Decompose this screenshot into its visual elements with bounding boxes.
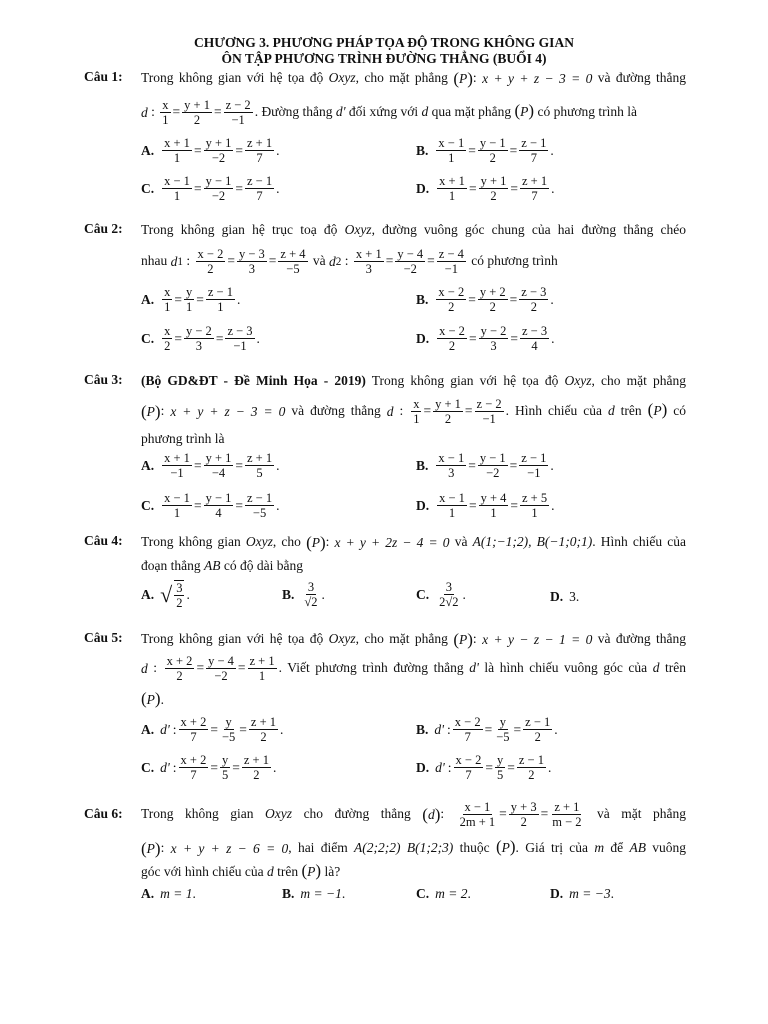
- option-c[interactable]: C. 3 2√2 .: [416, 580, 466, 609]
- option-b[interactable]: B. 3 √2 .: [282, 580, 325, 609]
- option-d[interactable]: D. m = −3 .: [550, 886, 614, 901]
- option-a[interactable]: A. x + 1 −1 = y + 1 −4 = z + 1 5 .: [141, 451, 280, 480]
- option-c[interactable]: C. x 2 = y − 2 3 = z − 3 −1 .: [141, 324, 260, 353]
- option-c[interactable]: C. x − 1 1 = y − 1 4 = z − 1 −5 .: [141, 491, 280, 520]
- question-text: Trong không gian với hệ tọa độ Oxyz, cho mặt phẳng (P): x + y − z − 1 = 0 và đường thẳng: [141, 629, 687, 649]
- option-c[interactable]: C. x − 1 1 = y − 1 −2 = z − 1 7 .: [141, 174, 280, 203]
- question-text: Trong không gian hệ trục toạ độ Oxyz, đường vuông góc chung của hai đường thẳng chéo: [141, 222, 687, 237]
- question-text: Trong không gian với hệ tọa độ Oxyz, cho mặt phẳng (P): x + y + z − 3 = 0 và đường thẳng: [141, 68, 687, 88]
- option-c[interactable]: C. d' : x + 2 7 = y 5 = z + 1 2 .: [141, 753, 277, 782]
- question-number: Câu 4:: [84, 533, 123, 548]
- question-number: Câu 1:: [84, 69, 123, 84]
- option-d[interactable]: D. x − 2 2 = y − 2 3 = z − 3 4 .: [416, 324, 555, 353]
- option-d[interactable]: D. d' : x − 2 7 = y 5 = z − 1 2 .: [416, 753, 552, 782]
- option-a[interactable]: A. d' : x + 2 7 = y −5 = z + 1 2 .: [141, 715, 284, 744]
- question-number: Câu 5:: [84, 630, 123, 645]
- question-number: Câu 3:: [84, 372, 123, 387]
- lesson-subtitle: ÔN TẬP PHƯƠNG TRÌNH ĐƯỜNG THẲNG (BUỔI 4): [221, 51, 547, 66]
- question-text: Trong không gian Oxyz cho đường thẳng (d): $\frac{x - 1}{2m + 1}$ = $\frac{y + 3}{2}$ = $\frac{z + 1}{m - 2}$ và mặt phẳng: [141, 800, 687, 830]
- option-b[interactable]: B. x − 1 3 = y − 1 −2 = z − 1 −1 .: [416, 451, 554, 480]
- question-text: Trong không gian Oxyz, cho (P): x + y + 2z − 4 = 0 và A(1;−1;2), B(−1;0;1). Hình chiếu của: [141, 532, 687, 552]
- option-b[interactable]: B. d' : x − 2 7 = y −5 = z − 1 2 .: [416, 715, 558, 744]
- option-a[interactable]: A. x 1 = y 1 = z − 1 1 .: [141, 285, 241, 314]
- question-text: (Bộ GD&ĐT - Đề Minh Họa - 2019) Trong không gian với hệ tọa độ Oxyz, cho mặt phẳng: [141, 373, 687, 388]
- option-d[interactable]: D. 3 .: [550, 589, 580, 604]
- option-a[interactable]: A. √ 3 2 .: [141, 581, 190, 610]
- question-number: Câu 2:: [84, 221, 123, 236]
- option-d[interactable]: D. x − 1 1 = y + 4 1 = z + 5 1 .: [416, 491, 555, 520]
- option-a[interactable]: A. m = 1 .: [141, 886, 196, 901]
- option-b[interactable]: B. x − 2 2 = y + 2 2 = z − 3 2 .: [416, 285, 554, 314]
- option-a[interactable]: A. x + 1 1 = y + 1 −2 = z + 1 7 .: [141, 136, 280, 165]
- option-c[interactable]: C. m = 2 .: [416, 886, 471, 901]
- option-b[interactable]: B. m = −1 .: [282, 886, 346, 901]
- question-number: Câu 6:: [84, 806, 123, 821]
- option-d[interactable]: D. x + 1 1 = y + 1 2 = z + 1 7 .: [416, 174, 555, 203]
- option-b[interactable]: B. x − 1 1 = y − 1 2 = z − 1 7 .: [416, 136, 554, 165]
- chapter-title: CHƯƠNG 3. PHƯƠNG PHÁP TỌA ĐỘ TRONG KHÔNG GIAN: [194, 35, 574, 50]
